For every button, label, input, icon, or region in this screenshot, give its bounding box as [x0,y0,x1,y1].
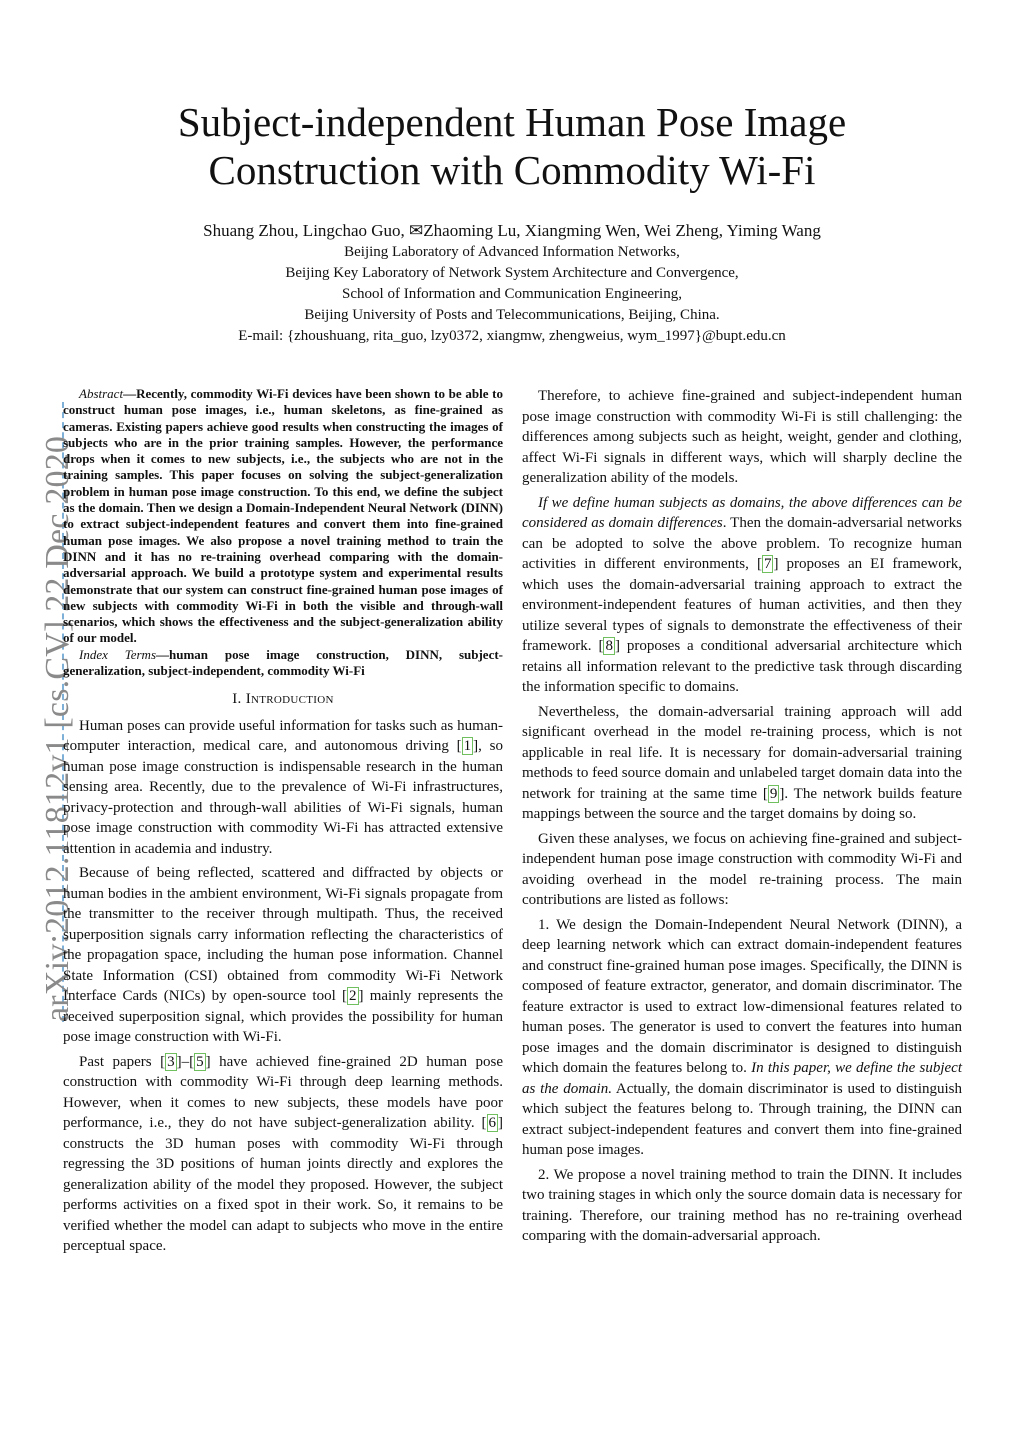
intro-paragraph: Because of being reflected, scattered and diffracted by objects or human bodies in the ambient environment, Wi-Fi signals propagate from the transmitter to the receiver through multipath. Thus, the received superposition signals carry information reflecting the characteristics of the propagation space, including the human pose information. Channel State Information (CSI) obtained from commodity Wi-Fi Network Interface Cards (NICs) by open-source tool [ 2 ] mainly represents the received superposition signal, which provides the possibility for human pose image construction with Wi-Fi. [63,865,503,1046]
title-line-1: Subject-independent Human Pose Image [177,99,847,145]
citation-link[interactable]: 5 [196,1053,204,1070]
citation-link[interactable]: 3 [167,1053,175,1070]
paper-title [0,98,1024,194]
email-line: E-mail: {zhoushuang, rita_guo, lzy0372, xiangmw, zhengweius, wym_1997}@bupt.edu.cn [238,328,786,344]
arxiv-stamp: arXiv:2012.11812v1 [cs.CV] 22 Dec 2020 [39,435,76,1022]
citation-link[interactable]: 6 [488,1115,496,1132]
affiliation-line: Beijing Key Laboratory of Network System Architecture and Convergence, [285,265,739,281]
abstract-label: Abstract [79,386,124,401]
author-list: Shuang Zhou, Lingchao Guo, ✉Zhaoming Lu, Xiangming Wen, Wei Zheng, Yiming Wang [203,221,821,240]
affiliation-line: Beijing Laboratory of Advanced Information Networks, [344,244,680,260]
intro-paragraph: Given these analyses, we focus on achieving fine-grained and subject-independent human pose image construction with commodity Wi-Fi and avoiding overhead in the model re-training process. The main contributions are listed as follows: [522,830,962,908]
intro-paragraph: Past papers [ 3 ]–[ 5 ] have achieved fine-grained 2D human pose construction with commodity Wi-Fi through deep learning methods. However, when it comes to new subjects, these models have poor performance, i.e., they do not have subject-generalization ability. [ 6 ] constructs the 3D human poses with commodity Wi-Fi through regressing the 3D positions of human joints directly and explores the generalization ability of the model they proposed. However, the subject performs activities on a fixed spot in their work. So, it remains to be verified whether the model can adapt to subjects who move in the entire perceptual space. [63,1053,504,1255]
citation-link[interactable]: 1 [463,738,472,755]
section-number: I. [232,691,242,708]
abstract [63,386,503,647]
affiliation-block [0,242,1024,347]
citation-link[interactable]: 9 [769,785,778,802]
index-terms-label: Index Terms [79,646,157,662]
left-column [63,386,503,1261]
title-line-2: Construction with Commodity Wi-Fi [208,147,816,193]
index-terms-text: —human pose image construction, DINN, subject-generalization, subject-independent, commodity Wi-Fi [63,646,504,679]
intro-paragraph: Nevertheless, the domain-adversarial training approach will add significant overhead in the model re-training process, which is not applicable in real life. It is necessary for domain-adversarial training methods to feed source domain and unlabeled target domain data into the network for training at the same time [ 9 ]. The network builds feature mappings between the source and the target domains by doing so. [522,703,962,822]
intro-paragraph: Therefore, to achieve fine-grained and subject-independent human pose image construction with commodity Wi-Fi is still challenging: the differences among subjects such as height, weight, gender and clothing, affect Wi-Fi signals in different ways, which will sharply decline the generalization ability of the models. [522,388,962,486]
citation-link[interactable]: 8 [605,638,613,654]
right-column [522,386,962,1251]
section-name: Introduction [245,691,334,708]
index-terms [63,647,503,680]
citation-link[interactable]: 2 [349,988,357,1005]
contribution-item: 1. We design the Domain-Independent Neural Network (DINN), a deep learning network which can extract domain-independent features and construct fine-grained human pose images. Specifically, the DINN is composed of feature extractor, generator, and domain discriminator. The feature extractor is used to extract low-dimensional features related to human poses. The generator is used to convert the features into human pose images and the domain discriminator is designed to distinguish which domain the features belong to. In this paper, we define the subject as the domain. Actually, the domain discriminator is used to distinguish which subject the features belong to. Through training, the DINN can extract subject-independent features and convert them into fine-grained human pose images. [522,916,962,1158]
contribution-item: 2. We propose a novel training method to train the DINN. It includes two training stages in which only the source domain data is necessary for training. Therefore, our training method has no re-training overhead comparing with the domain-adversarial approach. [522,1166,962,1244]
section-heading [63,689,503,710]
affiliation-line: Beijing University of Posts and Telecommunications, Beijing, China. [304,307,720,323]
intro-paragraph: Human poses can provide useful information for tasks such as human-computer interaction, medical care, and autonomous driving [ 1 ], so human pose image construction is indispensable research in the human sensing area. Recently, due to the prevalence of Wi-Fi infrastructures, privacy-protection and through-wall abilities of Wi-Fi signals, human pose image construction with commodity Wi-Fi has attracted extensive attention in academia and industry. [63,717,504,857]
intro-paragraph: If we define human subjects as domains, the above differences can be considered as domain differences. Then the domain-adversarial networks can be adopted to solve the above problem. To recognize human activities in different environments, [ 7 ] proposes an EI framework, which uses the domain-adversarial training approach to extract the environment-independent features of human activities, and then they utilize several types of signals to demonstrate the effectiveness of their framework. [ 8 ] proposes a conditional adversarial architecture which retains all information relevant to the predictive task through discarding the information specific to domains. [522,494,962,695]
citation-link[interactable]: 7 [763,556,772,572]
abstract-text: —Recently, commodity Wi-Fi devices have been shown to be able to construct human pose images, i.e., human skeletons, as fine-grained as cameras. Existing papers achieve good results when constructing the images of subjects who are in the prior training samples. However, the performance drops when it comes to new subjects, i.e., the subjects who are not in the training samples. This paper focuses on solving the subject-generalization problem in human pose image construction. To this end, we define the subject as the domain. Then we design a Domain-Independent Neural Network (DINN) to extract subject-independent features and convert them into fine-grained human pose images. We also propose a novel training method to train the DINN and it has no re-training overhead comparing with the domain-adversarial approach. We build a prototype system and experimental results demonstrate that our system can construct fine-grained human pose images of new subjects with commodity Wi-Fi in both the visible and through-wall scenarios, which shows the effectiveness and the subject-generalization ability of our model. [63,386,503,646]
affiliation-line: School of Information and Communication Engineering, [342,286,682,302]
